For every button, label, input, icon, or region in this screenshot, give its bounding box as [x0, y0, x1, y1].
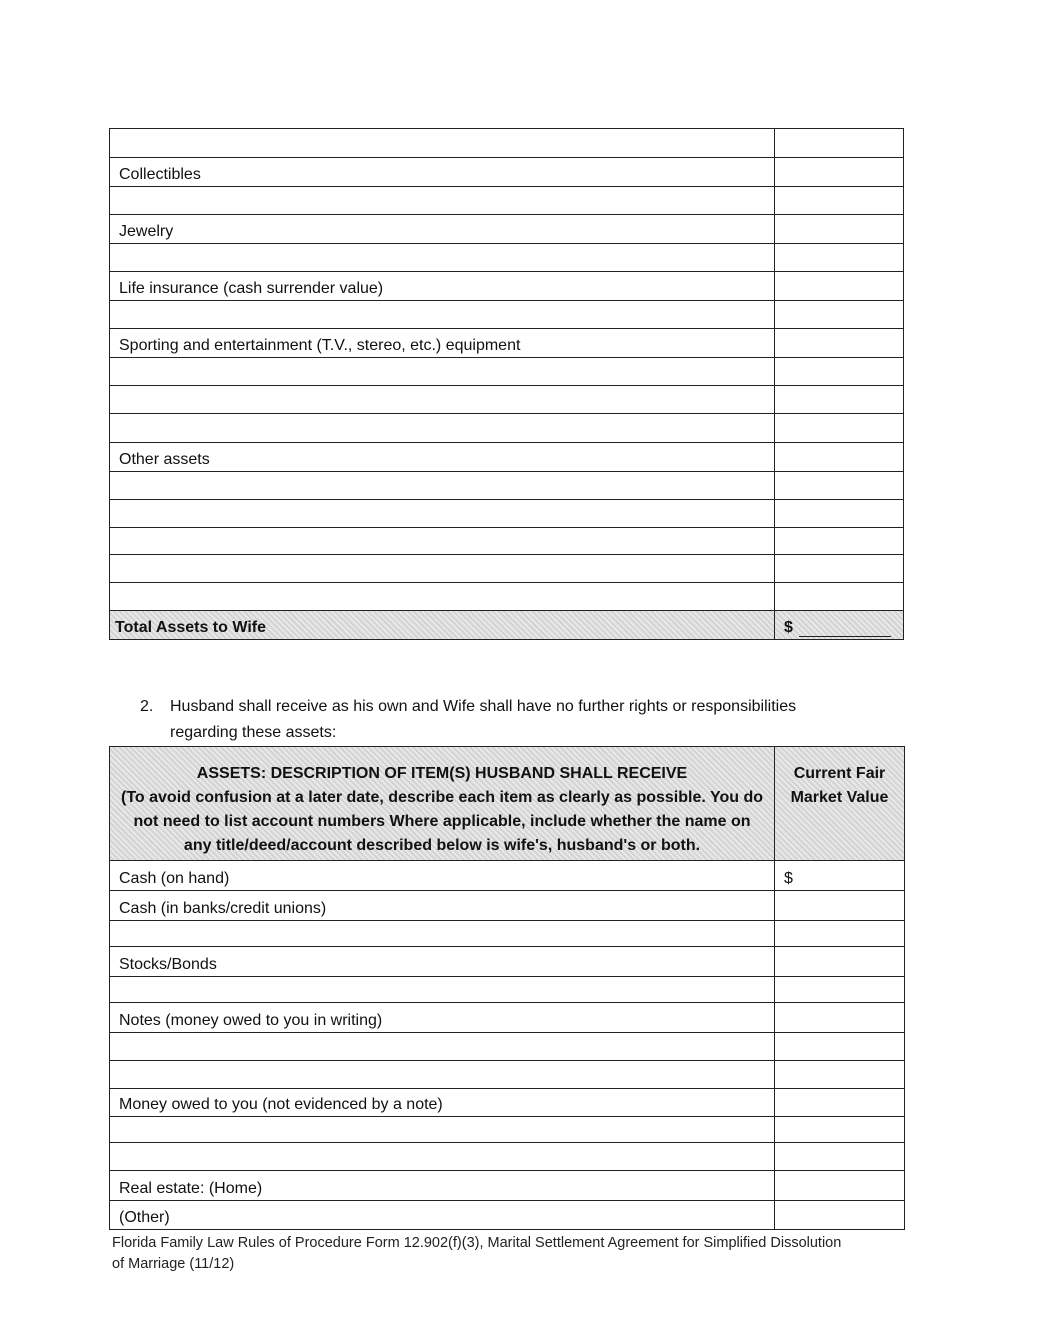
asset-value-field[interactable]	[775, 329, 904, 358]
paragraph-2	[140, 694, 796, 746]
asset-description-blank-field[interactable]	[110, 472, 775, 500]
paragraph-2-line1: Husband shall receive as his own and Wife shall have no further rights or responsibilities	[170, 698, 797, 715]
asset-value-field[interactable]	[775, 1033, 905, 1061]
form-footer	[112, 1233, 841, 1275]
table-row	[110, 555, 904, 583]
description-column-header	[110, 747, 775, 861]
table-row	[110, 1117, 905, 1143]
asset-description-cell[interactable]: Real estate: (Home)	[110, 1171, 775, 1201]
asset-description-cell[interactable]: (Other)	[110, 1201, 775, 1230]
wife-total-value-field[interactable]	[775, 611, 904, 640]
asset-description-blank-field[interactable]	[110, 414, 775, 443]
asset-description-cell[interactable]: Stocks/Bonds	[110, 947, 775, 977]
footer-line2: of Marriage (11/12)	[112, 1256, 235, 1272]
table-row	[110, 301, 904, 329]
table-row	[110, 386, 904, 414]
table-row	[110, 500, 904, 528]
wife-assets-table-body	[110, 129, 904, 611]
table-row	[110, 358, 904, 386]
table-row	[110, 272, 904, 301]
table-row	[110, 443, 904, 472]
wife-total-label: Total Assets to Wife	[110, 611, 775, 640]
asset-description-cell[interactable]: Cash (on hand)	[110, 861, 775, 891]
asset-description-blank-field[interactable]	[110, 187, 775, 215]
wife-total-blank-line	[799, 622, 891, 637]
description-header-instruction-2: not need to list account numbers Where applicable, include whether the name on	[133, 813, 751, 830]
asset-value-field[interactable]	[775, 414, 904, 443]
asset-value-field[interactable]	[775, 215, 904, 244]
table-row	[110, 1171, 905, 1201]
asset-value-field[interactable]	[775, 1003, 905, 1033]
table-row	[110, 1089, 905, 1117]
table-row	[110, 414, 904, 443]
table-row	[110, 187, 904, 215]
table-row	[110, 215, 904, 244]
wife-assets-table	[109, 128, 904, 640]
value-column-header	[775, 747, 905, 861]
table-row	[110, 158, 904, 187]
asset-description-blank-field[interactable]	[110, 358, 775, 386]
husband-assets-table	[109, 746, 905, 1230]
table-row	[110, 528, 904, 555]
table-row	[110, 861, 905, 891]
paragraph-2-number: 2.	[140, 698, 154, 715]
asset-value-field[interactable]	[775, 472, 904, 500]
asset-value-field[interactable]	[775, 583, 904, 611]
asset-description-blank-field[interactable]	[110, 301, 775, 329]
asset-value-field[interactable]	[775, 947, 905, 977]
asset-value-field[interactable]	[775, 500, 904, 528]
asset-value-field[interactable]	[775, 187, 904, 215]
table-row	[110, 583, 904, 611]
asset-description-blank-field[interactable]	[110, 1061, 775, 1089]
asset-description-blank-field[interactable]	[110, 1117, 775, 1143]
asset-value-field[interactable]	[775, 301, 904, 329]
asset-value-field[interactable]	[775, 443, 904, 472]
table-row	[110, 921, 905, 947]
asset-description-blank-field[interactable]	[110, 500, 775, 528]
table-row	[110, 1143, 905, 1171]
asset-value-field[interactable]	[775, 921, 905, 947]
asset-description-blank-field[interactable]	[110, 386, 775, 414]
asset-description-blank-field[interactable]	[110, 977, 775, 1003]
asset-value-field[interactable]: $	[775, 861, 905, 891]
asset-value-field[interactable]	[775, 1089, 905, 1117]
description-header-instruction-3: any title/deed/account described below is wife's, husband's or both.	[183, 837, 701, 854]
asset-description-blank-field[interactable]	[110, 583, 775, 611]
table-row	[110, 947, 905, 977]
asset-description-cell[interactable]: Money owed to you (not evidenced by a note)	[110, 1089, 775, 1117]
wife-total-currency: $	[784, 619, 793, 636]
footer-line1: Florida Family Law Rules of Procedure Form 12.902(f)(3), Marital Settlement Agreement for Simplified Dissolution	[112, 1235, 842, 1251]
asset-description-blank-field[interactable]	[110, 1033, 775, 1061]
asset-description-cell[interactable]: Jewelry	[110, 215, 775, 244]
asset-description-blank-field[interactable]	[110, 1143, 775, 1171]
asset-value-field[interactable]	[775, 1061, 905, 1089]
table-row	[110, 1033, 905, 1061]
value-header-line2: Market Value	[790, 789, 889, 806]
description-header-title: ASSETS: DESCRIPTION OF ITEM(S) HUSBAND SHALL RECEIVE	[196, 765, 688, 782]
table-row	[110, 129, 904, 158]
asset-value-field[interactable]	[775, 555, 904, 583]
paragraph-2-line2: regarding these assets:	[170, 724, 337, 741]
asset-value-field[interactable]	[775, 244, 904, 272]
asset-description-cell[interactable]: Life insurance (cash surrender value)	[110, 272, 775, 301]
asset-description-cell[interactable]: Other assets	[110, 443, 775, 472]
asset-value-field[interactable]	[775, 358, 904, 386]
asset-value-field[interactable]	[775, 891, 905, 921]
asset-value-field[interactable]	[775, 129, 904, 158]
wife-total-row	[110, 611, 904, 640]
asset-value-field[interactable]	[775, 1201, 905, 1230]
asset-value-field[interactable]	[775, 1171, 905, 1201]
asset-value-field[interactable]	[775, 272, 904, 301]
value-header-line1: Current Fair	[793, 765, 886, 782]
asset-description-cell[interactable]: Collectibles	[110, 158, 775, 187]
asset-description-blank-field[interactable]	[110, 129, 775, 158]
table-row	[110, 472, 904, 500]
asset-description-blank-field[interactable]	[110, 921, 775, 947]
asset-description-blank-field[interactable]	[110, 244, 775, 272]
table-row	[110, 244, 904, 272]
asset-value-field[interactable]	[775, 386, 904, 414]
asset-value-field[interactable]	[775, 1143, 905, 1171]
asset-value-field[interactable]	[775, 977, 905, 1003]
husband-assets-header-row	[110, 747, 905, 861]
husband-assets-table-body	[110, 861, 905, 1230]
table-row	[110, 1061, 905, 1089]
table-row	[110, 1003, 905, 1033]
asset-description-cell[interactable]: Sporting and entertainment (T.V., stereo, etc.) equipment	[110, 329, 775, 358]
asset-description-cell[interactable]: Notes (money owed to you in writing)	[110, 1003, 775, 1033]
asset-value-field[interactable]	[775, 528, 904, 555]
asset-description-cell[interactable]: Cash (in banks/credit unions)	[110, 891, 775, 921]
asset-value-field[interactable]	[775, 158, 904, 187]
table-row	[110, 1201, 905, 1230]
table-row	[110, 977, 905, 1003]
table-row	[110, 329, 904, 358]
description-header-instruction-1: (To avoid confusion at a later date, describe each item as clearly as possible. You do	[121, 789, 763, 806]
asset-description-blank-field[interactable]	[110, 555, 775, 583]
asset-value-field[interactable]	[775, 1117, 905, 1143]
asset-description-blank-field[interactable]	[110, 528, 775, 555]
table-row	[110, 891, 905, 921]
